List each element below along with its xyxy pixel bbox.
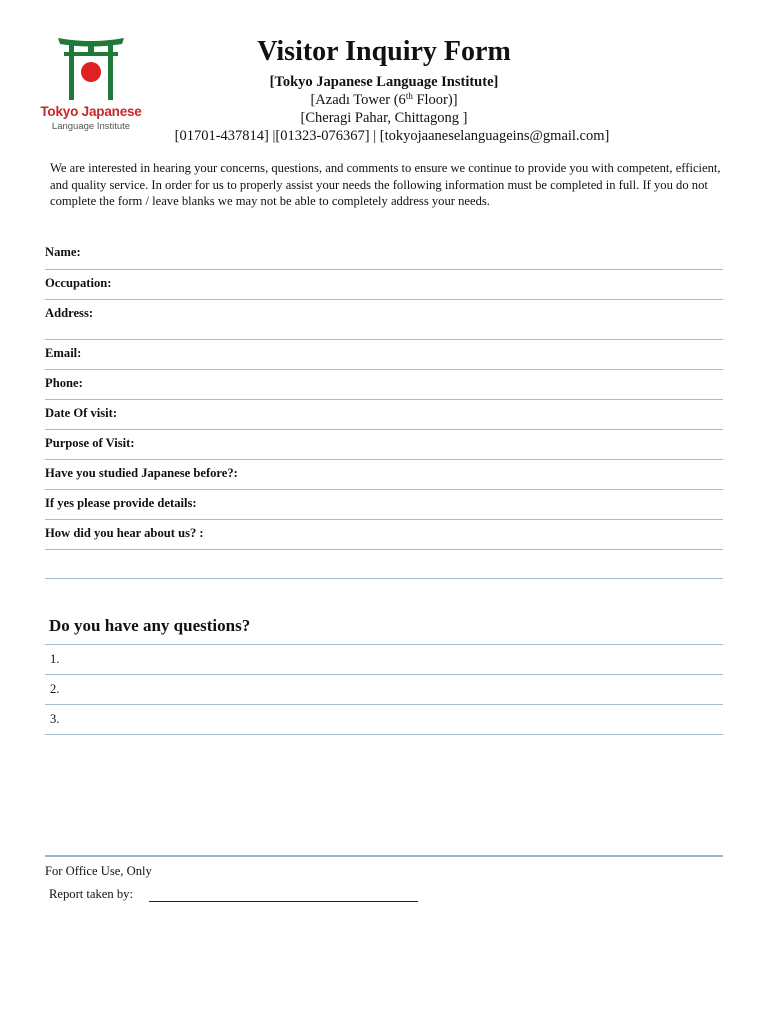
email-field[interactable] <box>45 340 723 370</box>
studied-before-field[interactable] <box>45 460 723 490</box>
occupation-field[interactable] <box>45 270 723 300</box>
name-label: Name: <box>45 245 81 259</box>
logo-name-line2: Language Institute <box>51 121 131 132</box>
report-taken-input-line[interactable] <box>149 901 418 902</box>
hear-about-field[interactable] <box>45 520 723 550</box>
email-label: Email: <box>45 346 82 360</box>
institute-name: [Tokyo Japanese Language Institute] <box>269 74 499 90</box>
date-of-visit-label: Date Of visit: <box>45 406 118 420</box>
contact-line: [01701-437814] |[01323-076367] | [tokyojaaneselanguageins@gmail.com] <box>174 128 610 144</box>
studied-before-label: Have you studied Japanese before?: <box>45 466 238 480</box>
date-of-visit-field[interactable] <box>45 400 723 430</box>
intro-paragraph: We are interested in hearing your concerns, questions, and comments to ensure we continue to provide you with competent, efficient, and quality service. In order for us to properly assist your needs the following information must be completed in full. If you do not complete the form / leave blanks we may not be able to completely address your needs. <box>50 161 721 208</box>
floor-ordinal: th <box>405 91 413 101</box>
question-row-2[interactable] <box>45 675 723 705</box>
report-taken-label: Report taken by: <box>49 887 133 901</box>
question-number-3: 3. <box>50 712 60 726</box>
purpose-field[interactable] <box>45 430 723 460</box>
office-divider <box>45 855 723 857</box>
phone-field[interactable] <box>45 370 723 400</box>
details-label: If yes please provide details: <box>45 496 197 510</box>
hear-about-extra-line[interactable] <box>45 550 723 579</box>
address-line-2: [Cheragi Pahar, Chittagong ] <box>300 110 468 126</box>
address-label: Address: <box>45 306 94 320</box>
form-title: Visitor Inquiry Form <box>257 36 511 67</box>
question-row-3[interactable] <box>45 705 723 735</box>
questions-heading: Do you have any questions? <box>49 616 251 635</box>
details-field[interactable] <box>45 490 723 520</box>
occupation-label: Occupation: <box>45 276 112 290</box>
question-number-1: 1. <box>50 652 60 666</box>
address-line-1-start: [Azadı Tower (6 <box>310 92 406 108</box>
name-field[interactable] <box>45 240 723 270</box>
question-number-2: 2. <box>50 682 60 696</box>
address-field[interactable] <box>45 300 723 340</box>
hear-about-label: How did you hear about us? : <box>45 526 204 540</box>
logo-name-line1: Tokyo Japanese <box>40 104 142 119</box>
question-row-1[interactable] <box>45 645 723 675</box>
address-line-1 <box>0 91 768 109</box>
purpose-label: Purpose of Visit: <box>45 436 135 450</box>
phone-label: Phone: <box>45 376 83 390</box>
office-use-label: For Office Use, Only <box>45 864 152 878</box>
address-line-1-end: Floor)] <box>412 92 458 108</box>
